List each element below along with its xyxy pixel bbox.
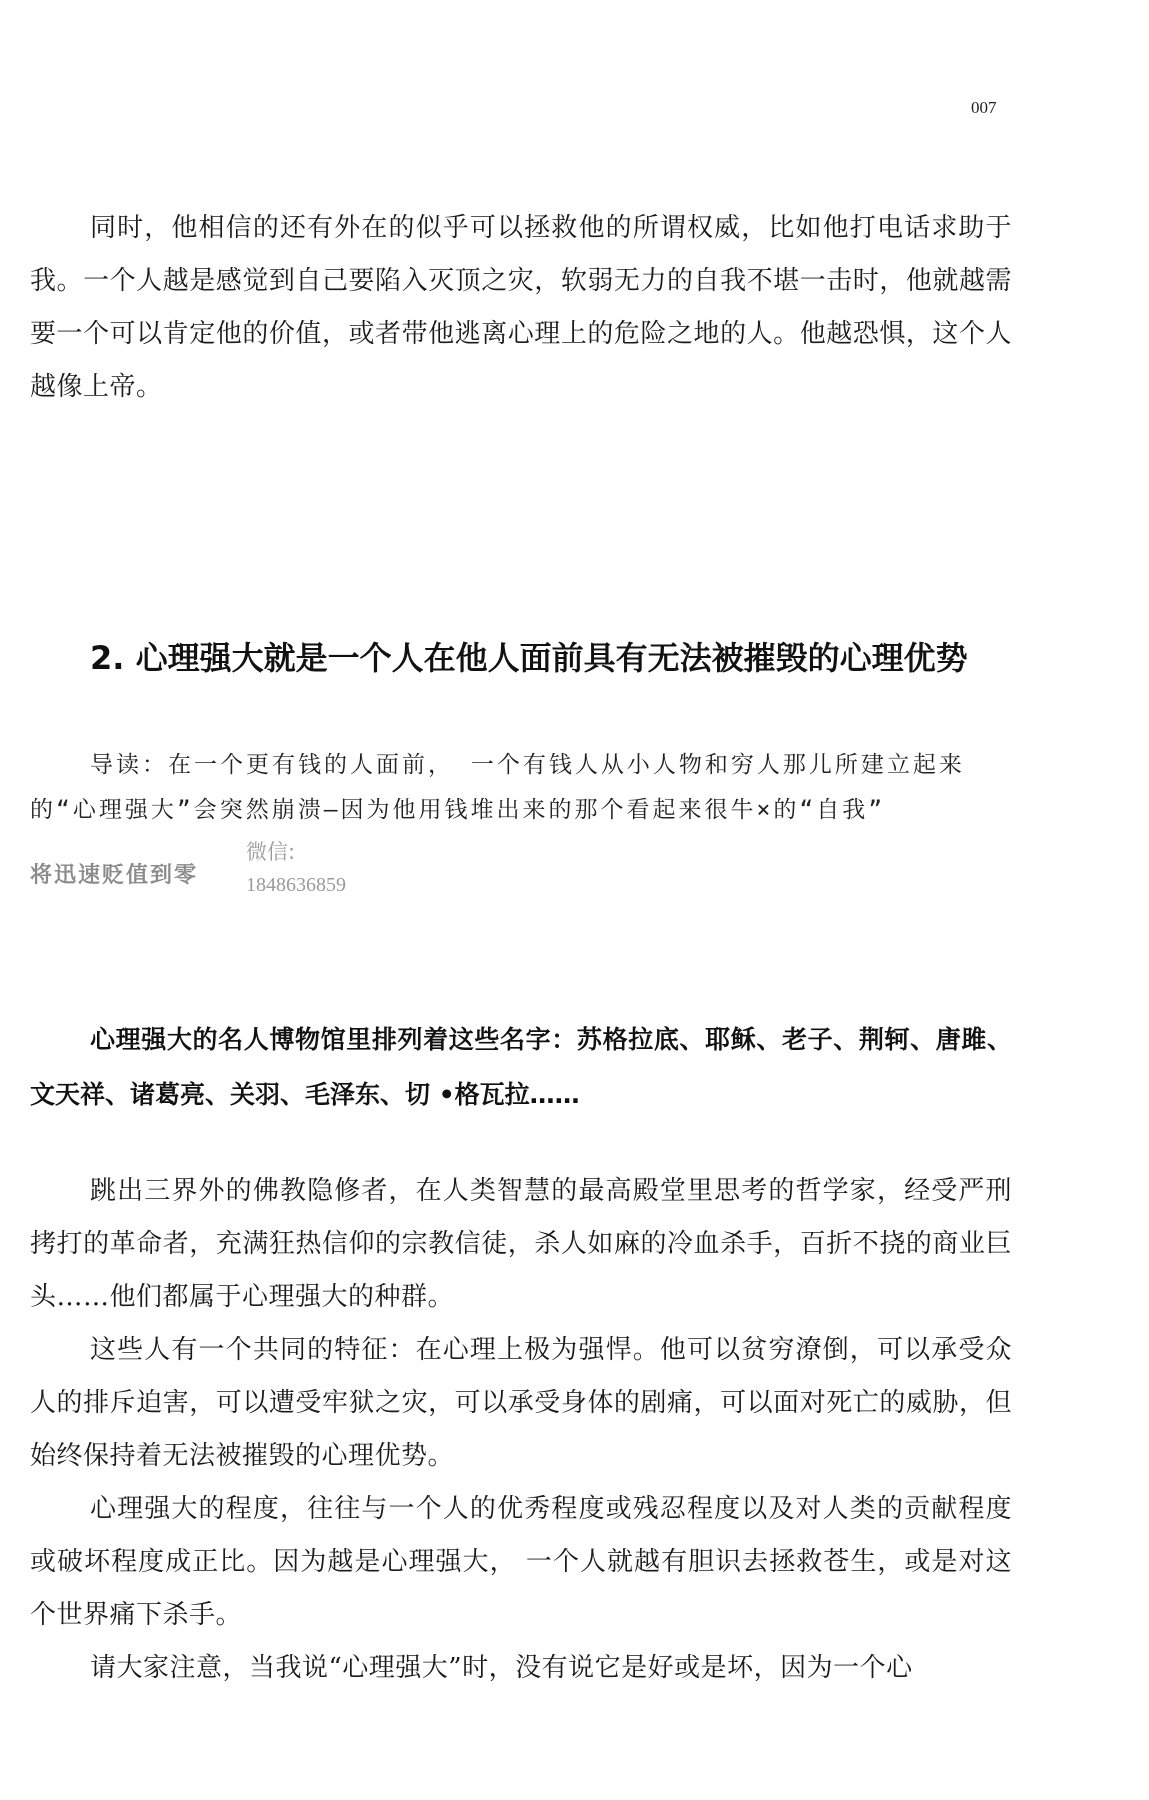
- body-paragraph: 心理强大的程度，往往与一个人的优秀程度或残忍程度以及对人类的贡献程度或破坏程度成正比。因为越是心理强大， 一个人就越有胆识去拯救苍生，或是对这个世界痛下杀手。: [30, 1494, 1012, 1630]
- body-paragraph: 请大家注意，当我说“心理强大”时，没有说它是好或是坏，因为一个心: [90, 1653, 913, 1683]
- famous-names-paragraph: 心理强大的名人博物馆里排列着这些名字：苏格拉底、耶稣、老子、荆轲、唐雎、文天祥、诸葛亮、关羽、毛泽东、切 •格瓦拉……: [30, 1025, 1012, 1109]
- watermark-text: 将迅速贬值到零: [30, 863, 199, 888]
- body-text-block: [30, 1165, 1012, 1695]
- guide-text: 导读：在一个更有钱的人面前， 一个有钱人从小人物和穷人那儿所建立起来的“心理强大”会突然崩溃—因为他用钱堆出来的那个看起来很牛×的“自我”: [30, 752, 965, 823]
- wechat-label: 微信:: [246, 840, 296, 864]
- page-number: 007: [971, 98, 997, 117]
- wechat-number: 1848636859: [246, 874, 346, 896]
- section-heading: 2. 心理强大就是一个人在他人面前具有无法被摧毁的心理优势: [90, 639, 968, 677]
- intro-paragraph: 同时，他相信的还有外在的似乎可以拯救他的所谓权威，比如他打电话求助于我。一个人越是感觉到自己要陷入灭顶之灾，软弱无力的自我不堪一击时，他就越需要一个可以肯定他的价值，或者带他逃离心理上的危险之地的人。他越恐惧，这个人越像上帝。: [30, 213, 1012, 402]
- body-paragraph: 这些人有一个共同的特征：在心理上极为强悍。他可以贫穷潦倒，可以承受众人的排斥迫害，可以遭受牢狱之灾，可以承受身体的剧痛，可以面对死亡的威胁，但始终保持着无法被摧毁的心理优势。: [30, 1335, 1012, 1471]
- body-paragraph: 跳出三界外的佛教隐修者，在人类智慧的最高殿堂里思考的哲学家，经受严刑拷打的革命者，充满狂热信仰的宗教信徒，杀人如麻的冷血杀手，百折不挠的商业巨头……他们都属于心理强大的种群。: [30, 1176, 1012, 1312]
